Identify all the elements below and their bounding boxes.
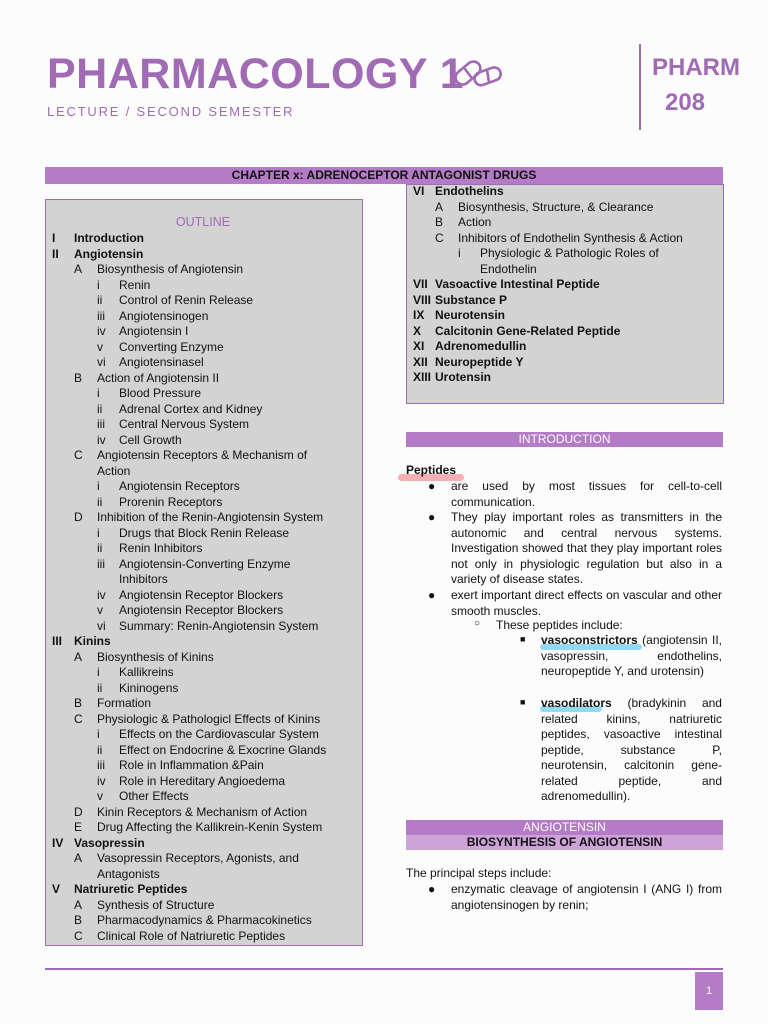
outline-item-text: Action: [97, 463, 131, 478]
outline-item-number: ii: [97, 293, 103, 307]
outline-item-text: Pharmacodynamics & Pharmacokinetics: [97, 913, 312, 927]
outline-item-number: iii: [97, 417, 105, 431]
outline-item-number: ii: [97, 742, 103, 757]
vasodilators-text: (bradykinin and related kinins, natriuretic peptides, vasoactive intestinal peptide, substance P, neurotensin, calcitonin gene-related peptide, and adrenomedullin).: [541, 696, 722, 803]
outline-item-number: C: [435, 230, 444, 245]
outline-item-number: i: [97, 665, 100, 679]
outline-item-text: Other Effects: [119, 789, 189, 803]
document-title: PHARMACOLOGY 1: [47, 50, 465, 98]
intro-sub-bullet: These peptides include:: [496, 618, 623, 632]
outline-item-text: Calcitonin Gene-Related Peptide: [435, 323, 621, 338]
outline-item-text: Vasoactive Intestinal Peptide: [435, 277, 600, 291]
outline-item-number: iv: [97, 432, 106, 447]
outline-item-number: E: [74, 820, 83, 834]
outline-item-text: Physiologic & Pathologic Roles of: [480, 246, 659, 260]
outline-item-text: Neuropeptide Y: [435, 354, 524, 369]
outline-item-number: X: [413, 323, 422, 338]
page-number: 1: [695, 972, 723, 1010]
outline-item-number: v: [97, 339, 103, 354]
outline-item-number: ii: [97, 401, 103, 416]
outline-item-text: Substance P: [435, 292, 508, 307]
outline-item-text: Vasopressin Receptors, Agonists, and: [97, 851, 299, 865]
outline-item-text: Role in Inflammation &Pain: [119, 758, 264, 772]
outline-item-text: Inhibition of the Renin-Angiotensin System: [97, 510, 324, 524]
outline-item-text: Effects on the Cardiovascular System: [119, 727, 319, 741]
outline-item-text: Renin Inhibitors: [119, 541, 203, 555]
outline-item-number: I: [52, 231, 56, 245]
outline-item-number: XI: [413, 339, 425, 353]
outline-item-text: Biosynthesis of Angiotensin: [97, 262, 244, 276]
outline-item-text: Synthesis of Structure: [97, 897, 215, 912]
outline-item-text: Kinin Receptors & Mechanism of Action: [97, 804, 308, 819]
outline-item-text: Angiotensinasel: [119, 355, 204, 369]
outline-item-number: IV: [52, 835, 64, 850]
outline-item-number: i: [458, 246, 461, 260]
footer-divider: [45, 968, 723, 970]
outline-item-number: II: [52, 246, 59, 261]
outline-item-text: Angiotensin I: [119, 324, 189, 338]
outline-item-number: iv: [97, 773, 106, 788]
intro-bullet-1: are used by most tissues for cell-to-cell communication.: [451, 479, 722, 509]
outline-item-text: Natriuretic Peptides: [74, 882, 188, 896]
header-divider: [639, 44, 641, 130]
outline-item-text: Summary: Renin-Angiotensin System: [119, 618, 319, 633]
outline-item-number: XIII: [413, 370, 432, 384]
outline-item-number: iv: [97, 324, 106, 338]
outline-item-text: Urotensin: [435, 370, 492, 384]
outline-item-text: Control of Renin Release: [119, 293, 254, 307]
outline-item-number: ii: [97, 494, 103, 509]
outline-item-text: Angiotensin Receptor Blockers: [119, 587, 284, 602]
outline-item-text: Inhibitors of Endothelin Synthesis & Action: [458, 230, 683, 245]
outline-item-text: Neurotensin: [435, 308, 506, 322]
intro-bullet-2: They play important roles as transmitters in the autonomic and central nervous systems. Investigation showed that they play important roles not only in physiologic regulation but also in a variety of disease states.: [451, 510, 722, 586]
outline-item-number: i: [97, 386, 100, 400]
document-subtitle: LECTURE / SECOND SEMESTER: [47, 104, 295, 119]
outline-item-text: Biosynthesis of Kinins: [97, 649, 214, 664]
vasoconstrictors-text: (angiotensin II, vasopressin, endothelins, neuropeptide Y, and urotensin): [541, 633, 722, 678]
pill-capsule-icon: [452, 54, 504, 96]
outline-item-number: B: [74, 370, 83, 385]
outline-item-number: A: [74, 851, 83, 865]
outline-item-text: Angiotensin-Converting Enzyme: [119, 556, 291, 571]
outline-item-number: iii: [97, 308, 105, 323]
outline-item-text: Drug Affecting the Kallikrein-Kenin System: [97, 820, 323, 834]
outline-item-number: III: [52, 634, 63, 648]
outline-item-text: Renin: [119, 277, 151, 292]
outline-item-text: Formation: [97, 696, 152, 710]
outline-item-text: Angiotensin Receptors & Mechanism of: [97, 448, 308, 462]
bullet-dot: ●: [428, 479, 436, 493]
outline-item-text: Adrenal Cortex and Kidney: [119, 401, 263, 416]
outline-item-number: C: [74, 928, 83, 943]
outline-item-number: vi: [97, 355, 106, 369]
vasoconstrictors-term: vasoconstrictors: [541, 633, 638, 647]
circle-bullet: ○: [474, 618, 481, 629]
course-code-prefix: PHARM: [652, 54, 740, 81]
outline-item-number: C: [74, 711, 83, 726]
biosynthesis-subheading: BIOSYNTHESIS OF ANGIOTENSIN: [406, 835, 723, 850]
bullet-dot: ●: [428, 588, 436, 602]
outline-item-text: Drugs that Block Renin Release: [119, 525, 290, 540]
outline-item-number: iii: [97, 758, 105, 772]
outline-item-text: Central Nervous System: [119, 417, 250, 431]
outline-item-text: Angiotensin Receptors: [119, 479, 240, 493]
outline-item-text: Action of Angiotensin II: [97, 370, 220, 385]
outline-item-text: Cell Growth: [119, 432, 182, 447]
course-code-number: 208: [664, 89, 706, 116]
outline-item-text: Biosynthesis, Structure, & Clearance: [458, 199, 654, 214]
outline-item-text: Antagonists: [97, 866, 160, 881]
outline-item-number: A: [74, 649, 83, 664]
outline-item-number: iv: [97, 587, 106, 602]
outline-item-number: VI: [413, 184, 425, 198]
outline-item-text: Inhibitors: [119, 572, 168, 586]
outline-item-number: i: [97, 479, 100, 493]
outline-item-text: Angiotensin: [74, 246, 144, 261]
outline-item-number: A: [74, 897, 83, 912]
outline-item-number: ii: [97, 541, 103, 555]
outline-item-number: V: [52, 882, 61, 896]
outline-item-number: B: [74, 696, 83, 710]
outline-item-number: ii: [97, 680, 103, 695]
outline-item-number: v: [97, 789, 103, 803]
outline-title: OUTLINE: [175, 215, 231, 229]
square-bullet: ■: [520, 634, 526, 644]
outline-item-number: A: [74, 262, 83, 276]
principal-steps-intro: The principal steps include:: [406, 866, 552, 880]
outline-item-number: D: [74, 804, 83, 819]
chapter-title-bar: CHAPTER x: ADRENOCEPTOR ANTAGONIST DRUGS: [45, 167, 723, 184]
outline-item-text: Action: [458, 215, 492, 229]
outline-item-text: Endothelin: [480, 261, 537, 276]
outline-item-text: Kininogens: [119, 680, 179, 695]
outline-item-number: VIII: [413, 292, 432, 307]
bullet-dot: ●: [428, 510, 436, 524]
outline-item-number: vi: [97, 618, 106, 633]
outline-item-text: Effect on Endocrine & Exocrine Glands: [119, 742, 327, 757]
outline-item-text: Converting Enzyme: [119, 339, 224, 354]
outline-item-text: Physiologic & Pathologicl Effects of Kinins: [97, 711, 321, 726]
outline-item-text: Angiotensin Receptor Blockers: [119, 603, 284, 617]
outline-item-number: B: [435, 215, 444, 229]
outline-item-number: iii: [97, 556, 105, 571]
outline-item-text: Prorenin Receptors: [119, 494, 223, 509]
outline-item-text: Blood Pressure: [119, 386, 202, 400]
outline-item-text: Endothelins: [435, 184, 504, 198]
bullet-dot: ●: [428, 882, 436, 896]
outline-item-number: B: [74, 913, 83, 927]
outline-item-number: VII: [413, 277, 428, 291]
outline-item-number: i: [97, 525, 100, 540]
outline-item-text: Kinins: [74, 634, 111, 648]
outline-item-text: Clinical Role of Natriuretic Peptides: [97, 928, 286, 943]
outline-item-number: IX: [413, 308, 425, 322]
outline-item-number: i: [97, 727, 100, 741]
outline-item-number: A: [435, 199, 444, 214]
outline-item-text: Angiotensinogen: [119, 308, 209, 323]
angiotensin-heading: ANGIOTENSIN: [406, 820, 723, 835]
outline-item-number: C: [74, 448, 83, 462]
outline-item-number: XII: [413, 354, 428, 369]
angiotensin-step-1: enzymatic cleavage of angiotensin I (ANG I) from angiotensinogen by renin;: [451, 882, 722, 912]
outline-item-number: i: [97, 277, 100, 292]
outline-item-text: Kallikreins: [119, 665, 174, 679]
vasoconstrictors-item: [541, 633, 722, 680]
square-bullet: ■: [520, 697, 526, 707]
vasodilators-term: vasodilators: [541, 696, 612, 710]
outline-item-number: v: [97, 603, 103, 617]
introduction-heading: INTRODUCTION: [406, 432, 723, 447]
outline-item-text: Vasopressin: [74, 835, 145, 850]
intro-bullet-3: exert important direct effects on vascular and other smooth muscles.: [451, 588, 722, 618]
outline-item-text: Introduction: [74, 231, 144, 245]
outline-item-text: Role in Hereditary Angioedema: [119, 773, 286, 788]
peptides-term: Peptides: [406, 463, 457, 477]
outline-item-number: D: [74, 510, 83, 524]
outline-item-text: Adrenomedullin: [435, 339, 527, 353]
vasodilators-item: [541, 696, 722, 805]
